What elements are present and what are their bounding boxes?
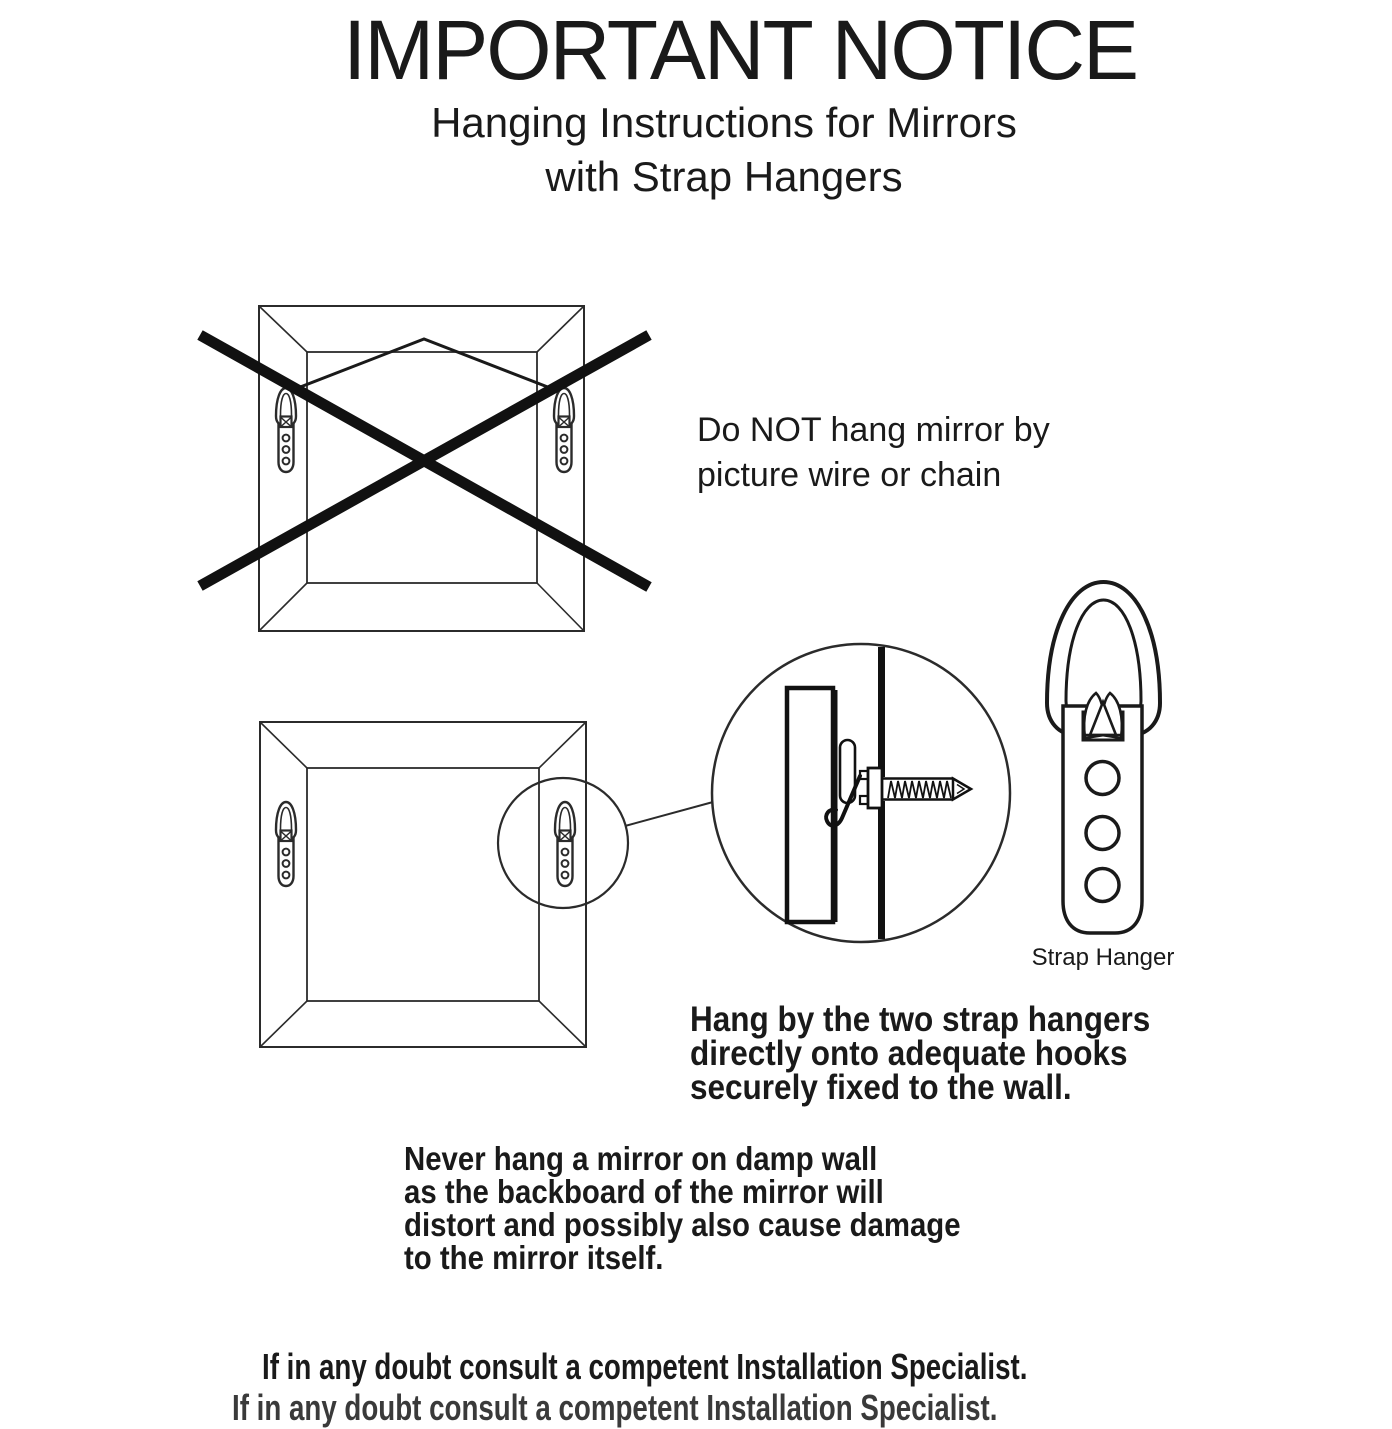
correct-hanging-diagram [230, 575, 1210, 1060]
magnified-hook-detail [712, 644, 1010, 942]
warning-line: distort and possibly also cause damage [404, 1206, 961, 1243]
caption-line: directly onto adequate hooks [690, 1034, 1128, 1073]
warning-line: as the backboard of the mirror will [404, 1173, 884, 1210]
subtitle-line: with Strap Hangers [545, 153, 903, 200]
strap-hanger-label: Strap Hanger [1031, 944, 1175, 971]
caption-line: securely fixed to the wall. [690, 1068, 1072, 1107]
strap-hanger-right-icon [555, 802, 575, 886]
caption-line: Hang by the two strap hangers [690, 1000, 1151, 1039]
page-title: IMPORTANT NOTICE [342, 3, 1138, 97]
frame-cross-section [787, 688, 833, 922]
wrong-method-caption [697, 408, 1050, 498]
mirror-frame-back [260, 722, 586, 1047]
hook-flange [868, 768, 882, 808]
strap-hanger-large-icon [1047, 582, 1160, 933]
correct-method-caption [690, 1000, 1151, 1107]
strap-hanger-left-icon [276, 802, 296, 886]
strap-hanger-left-icon [276, 388, 296, 472]
warning-line: to the mirror itself. [404, 1239, 664, 1276]
page-subtitle [224, 96, 1224, 204]
footer-advice-clipped: If in any doubt consult a competent Installation Specialist. [232, 1387, 998, 1428]
magnifier-leader-line [625, 802, 713, 826]
subtitle-line: Hanging Instructions for Mirrors [431, 99, 1017, 146]
damp-wall-warning [404, 1142, 961, 1274]
footer-advice: If in any doubt consult a competent Installation Specialist. [262, 1346, 1028, 1387]
caption-line: picture wire or chain [697, 456, 1002, 494]
warning-line: Never hang a mirror on damp wall [404, 1140, 878, 1177]
strap-hanger-right-icon [554, 388, 574, 472]
caption-line: Do NOT hang mirror by [697, 411, 1050, 449]
